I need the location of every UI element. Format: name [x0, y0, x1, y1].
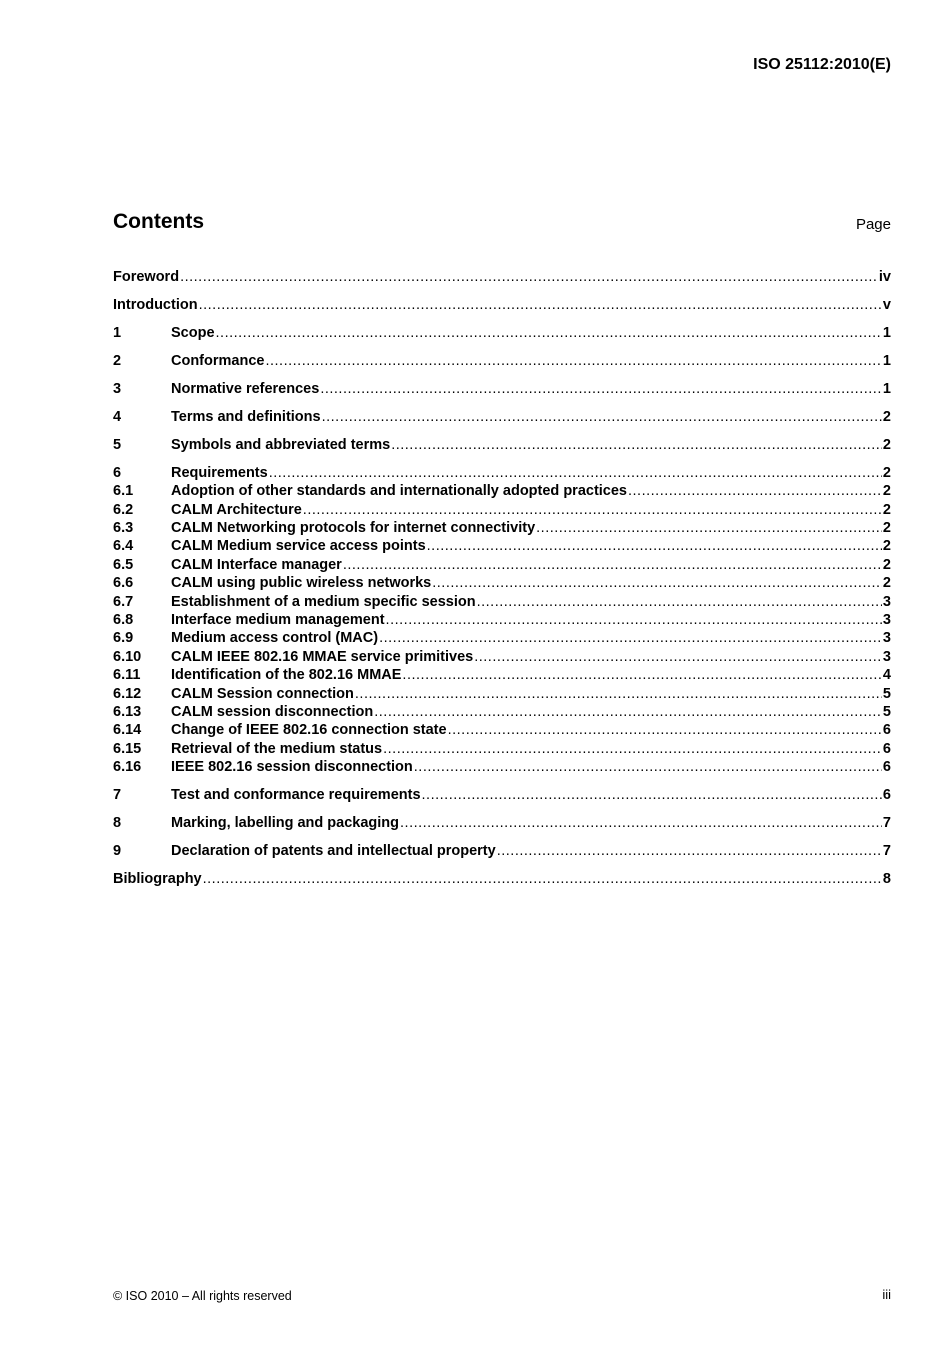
toc-entry-number: 8 [113, 815, 122, 832]
toc-entry-page: iv [878, 269, 891, 285]
toc-dot-leader [474, 648, 882, 666]
toc-entry[interactable] [113, 814, 891, 832]
toc-entry[interactable] [113, 740, 891, 758]
toc-entry[interactable] [113, 786, 891, 804]
toc-entry[interactable] [113, 593, 891, 611]
toc-entry-number: 9 [113, 843, 122, 860]
toc-entry-title: CALM Session connection [171, 685, 354, 702]
toc-entry-page: 3 [882, 648, 891, 665]
toc-entry[interactable] [113, 537, 891, 555]
toc-entry-page: 2 [882, 436, 891, 453]
toc-dot-leader [391, 436, 882, 454]
toc-dot-leader [180, 268, 878, 286]
toc-entry-title: Medium access control (MAC) [171, 630, 379, 647]
toc-entry[interactable] [113, 703, 891, 721]
toc-entry[interactable] [113, 436, 891, 454]
toc-entry-title: Scope [171, 324, 215, 341]
toc-entry-page: 7 [882, 843, 891, 860]
toc-entry-page: 5 [882, 685, 891, 702]
toc-entry[interactable] [113, 758, 891, 776]
toc-entry-number: 6.10 [113, 648, 142, 665]
toc-dot-leader [497, 842, 882, 860]
toc-entry-page: 3 [882, 612, 891, 629]
toc-entry-page: 3 [882, 593, 891, 610]
toc-entry-page: 6 [882, 787, 891, 804]
toc-entry-page: 2 [882, 408, 891, 425]
toc-dot-leader [199, 296, 882, 314]
toc-entry-number: 6.9 [113, 630, 134, 647]
toc-dot-leader [536, 519, 882, 537]
toc-entry-page: 2 [882, 538, 891, 555]
toc-entry[interactable] [113, 611, 891, 629]
toc-entry-number: 6.16 [113, 759, 142, 776]
toc-entry-title: CALM Architecture [171, 501, 302, 518]
toc-dot-leader [343, 556, 882, 574]
toc-entry-title: Retrieval of the medium status [171, 740, 383, 757]
toc-dot-leader [355, 685, 882, 703]
toc-entry-page: 4 [882, 667, 891, 684]
toc-entry[interactable] [113, 482, 891, 500]
toc-entry-page: 2 [882, 464, 891, 481]
toc-entry-title: CALM Interface manager [171, 556, 342, 573]
toc-dot-leader [386, 611, 882, 629]
toc-dot-leader [427, 537, 882, 555]
toc-dot-leader [322, 408, 882, 426]
toc-dot-leader [374, 703, 882, 721]
toc-entry[interactable] [113, 685, 891, 703]
toc-entry[interactable] [113, 352, 891, 370]
toc-entry-page: 6 [882, 722, 891, 739]
toc-entry-title: Introduction [113, 296, 198, 313]
toc-entry-number: 6.8 [113, 612, 134, 629]
toc-entry-title: CALM Medium service access points [171, 538, 426, 555]
document-id: ISO 25112:2010(E) [753, 56, 891, 73]
toc-entry[interactable] [113, 519, 891, 537]
toc-entry-page: 1 [882, 352, 891, 369]
toc-entry-number: 6.15 [113, 740, 142, 757]
toc-dot-leader [400, 814, 882, 832]
toc-entry[interactable] [113, 721, 891, 739]
toc-entry-title: Marking, labelling and packaging [171, 815, 400, 832]
toc-entry-title: Bibliography [113, 871, 202, 888]
toc-entry-number: 6.12 [113, 685, 142, 702]
toc-dot-leader [303, 501, 882, 519]
toc-entry-page: 6 [882, 740, 891, 757]
toc-dot-leader [432, 574, 882, 592]
toc-entry-page: 8 [882, 871, 891, 888]
toc-entry-title: Establishment of a medium specific session [171, 593, 476, 610]
contents-heading: Contents [113, 210, 204, 233]
toc-entry[interactable] [113, 666, 891, 684]
toc-dot-leader [422, 786, 882, 804]
toc-entry-page: 2 [882, 483, 891, 500]
toc-entry-number: 5 [113, 436, 122, 453]
toc-entry-title: Change of IEEE 802.16 connection state [171, 722, 447, 739]
toc-dot-leader [477, 593, 882, 611]
toc-entry-page: 1 [882, 324, 891, 341]
toc-entry-title: CALM Networking protocols for internet connectivity [171, 520, 536, 537]
toc-entry-title: Terms and definitions [171, 408, 321, 425]
footer-page-number: iii [882, 1287, 891, 1302]
toc-entry-number: 6.11 [113, 667, 141, 684]
toc-entry-number: 6.13 [113, 703, 142, 720]
toc-entry-page: 5 [882, 703, 891, 720]
toc-entry-number: 7 [113, 787, 122, 804]
toc-entry-title: CALM session disconnection [171, 703, 374, 720]
toc-entry[interactable] [113, 629, 891, 647]
toc-entry-page: 6 [882, 759, 891, 776]
toc-dot-leader [448, 721, 882, 739]
toc-entry[interactable] [113, 296, 891, 314]
toc-entry-number: 6.3 [113, 520, 134, 537]
toc-entry-title: Adoption of other standards and internationally adopted practices [171, 483, 627, 500]
toc-entry[interactable] [113, 870, 891, 888]
toc-entry-number: 6.14 [113, 722, 142, 739]
toc-entry-number: 6.7 [113, 593, 134, 610]
toc-entry-page: 2 [882, 575, 891, 592]
toc-entry-title: Declaration of patents and intellectual property [171, 843, 496, 860]
toc-entry-number: 6.5 [113, 556, 134, 573]
toc-entry-number: 6.1 [113, 483, 134, 500]
toc-entry[interactable] [113, 556, 891, 574]
toc-entry-title: CALM IEEE 802.16 MMAE service primitives [171, 648, 474, 665]
toc-entry-title: Test and conformance requirements [171, 787, 421, 804]
toc-dot-leader [203, 870, 882, 888]
toc-entry-number: 6.6 [113, 575, 134, 592]
toc-entry[interactable] [113, 842, 891, 860]
toc-entry-title: Requirements [171, 464, 268, 481]
toc-dot-leader [269, 464, 882, 482]
toc-entry-page: 7 [882, 815, 891, 832]
toc-entry[interactable] [113, 501, 891, 519]
toc-entry-page: 2 [882, 520, 891, 537]
toc-entry[interactable] [113, 268, 891, 286]
footer-copyright: © ISO 2010 – All rights reserved [113, 1289, 292, 1303]
toc-dot-leader [379, 629, 882, 647]
toc-entry-title: Conformance [171, 352, 265, 369]
toc-entry-number: 6.4 [113, 538, 134, 555]
toc-dot-leader [320, 380, 882, 398]
toc-entry-title: IEEE 802.16 session disconnection [171, 759, 413, 776]
toc-entry-title: Identification of the 802.16 MMAE [171, 667, 402, 684]
toc-dot-leader [402, 666, 882, 684]
toc-entry-page: 3 [882, 630, 891, 647]
toc-entry-title: Foreword [113, 269, 180, 285]
toc-dot-leader [216, 324, 882, 342]
toc-entry[interactable] [113, 648, 891, 666]
toc-entry-number: 1 [113, 324, 122, 341]
toc-entry-page: 2 [882, 556, 891, 573]
toc-entry-number: 6 [113, 464, 122, 481]
toc-dot-leader [383, 740, 882, 758]
toc-entry[interactable] [113, 380, 891, 398]
table-of-contents [113, 268, 891, 888]
toc-dot-leader [628, 482, 882, 500]
toc-entry-title: Normative references [171, 380, 320, 397]
toc-entry-page: v [882, 296, 891, 313]
toc-dot-leader [414, 758, 882, 776]
toc-entry-title: Interface medium management [171, 612, 385, 629]
toc-entry-title: CALM using public wireless networks [171, 575, 432, 592]
page-column-label: Page [855, 216, 891, 233]
toc-entry[interactable] [113, 464, 891, 482]
toc-entry-number: 6.2 [113, 501, 134, 518]
toc-entry[interactable] [113, 408, 891, 426]
toc-entry-number: 4 [113, 408, 122, 425]
toc-dot-leader [265, 352, 881, 370]
toc-entry-title: Symbols and abbreviated terms [171, 436, 391, 453]
toc-entry-page: 2 [882, 501, 891, 518]
toc-entry[interactable] [113, 574, 891, 592]
toc-entry-number: 3 [113, 380, 122, 397]
toc-entry-page: 1 [882, 380, 891, 397]
toc-entry-number: 2 [113, 352, 122, 369]
toc-entry[interactable] [113, 324, 891, 342]
